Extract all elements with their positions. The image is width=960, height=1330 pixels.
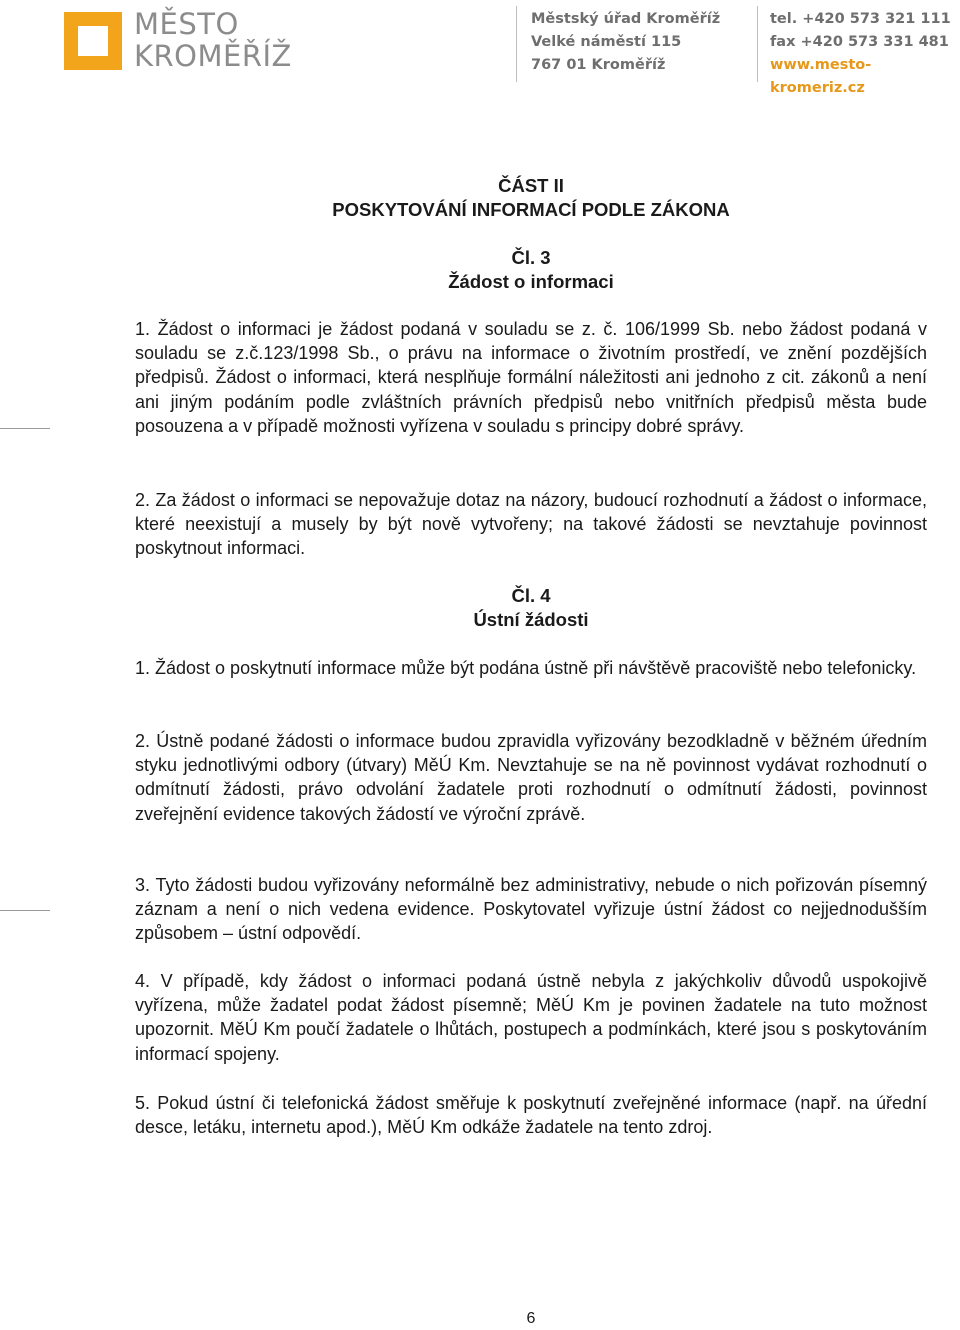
article-4-paragraph-5: 5. Pokud ústní či telefonická žádost směřuje k poskytnutí zveřejněné informace (např. na úřední desce, letáku, internetu apod.), MěÚ Km odkáže žadatele na tento zdroj. — [135, 1093, 927, 1138]
page-number: 6 — [526, 1310, 536, 1327]
header-divider — [757, 6, 758, 82]
logo-line2: KROMĚŘÍŽ — [134, 39, 292, 73]
article-3-number: Čl. 3 — [511, 247, 551, 268]
margin-fold-mark — [0, 910, 50, 911]
office-postal-city: 767 01 Kroměříž — [531, 57, 666, 73]
article-4-paragraph-2: 2. Ústně podané žádosti o informace budou zpravidla vyřizovány bezodkladně v běžném úředním styku jednotlivými odbory (útvary) MěÚ Km. Nevztahuje se na ně povinnost vydávat rozhodnutí o odmítnutí žádosti, právo odvolání žadatele proti rozhodnutí o odmítnutí žádosti, povinnost zveřejnění evidence takových žádostí ve výroční zprávě. — [135, 731, 927, 824]
office-address — [531, 8, 720, 77]
letterhead — [0, 0, 960, 96]
office-website-link[interactable]: www.mesto-kromeriz.cz — [770, 57, 872, 96]
header-divider — [516, 6, 517, 82]
article-3-paragraph-2: 2. Za žádost o informaci se nepovažuje dotaz na názory, budoucí rozhodnutí a žádost o informace, které neexistují a musely by být nově vytvořeny; na takové žádosti se nevztahuje povinnost poskytnout informaci. — [135, 490, 927, 559]
office-fax: fax +420 573 331 481 — [770, 34, 949, 50]
article-3-title: Žádost o informaci — [448, 271, 614, 292]
part-number: ČÁST II — [498, 175, 564, 196]
article-4-paragraph-4: 4. V případě, kdy žádost o informaci podaná ústně nebyla z jakýchkoliv důvodů uspokojivě vyřízena, může žadatel podat žádost písemně; MěÚ Km je povinen žadatele na tuto možnost upozornit. MěÚ Km poučí žadatele o lhůtách, postupech a podmínkách, které jsou s poskytováním informací spojeny. — [135, 971, 927, 1064]
article-3-paragraph-1: 1. Žádost o informaci je žádost podaná v souladu se z. č. 106/1999 Sb. nebo žádost podaná v souladu se z.č.123/1998 Sb., o právu na informace o životním prostředí, ve znění pozdějších předpisů. Žádost o informaci, která nesplňuje formální náležitosti ani jednoho z cit. zákonů a není ani jiným podáním podle zvláštních právních předpisů nebo vnitřních předpisů města bude posouzena a v případě možnosti vyřízena v souladu s principy dobré správy. — [135, 319, 927, 436]
office-contact — [770, 8, 960, 100]
logo-line1: MĚSTO — [134, 7, 239, 41]
article-4-paragraph-1: 1. Žádost o poskytnutí informace může být podána ústně při návštěvě pracoviště nebo telefonicky. — [135, 658, 917, 678]
part-title: POSKYTOVÁNÍ INFORMACÍ PODLE ZÁKONA — [332, 199, 730, 220]
office-phone: tel. +420 573 321 111 — [770, 11, 951, 27]
city-logo-icon — [64, 12, 122, 70]
office-street: Velké náměstí 115 — [531, 34, 682, 50]
office-name: Městský úřad Kroměříž — [531, 11, 721, 27]
margin-fold-mark — [0, 428, 50, 429]
article-4-number: Čl. 4 — [511, 585, 551, 606]
article-4-paragraph-3: 3. Tyto žádosti budou vyřizovány neformálně bez administrativy, nebude o nich pořizován písemný záznam a není o nich vedena evidence. Poskytovatel vyřizuje ústní žádost co nejjednodušším způsobem – ústní odpovědí. — [135, 875, 927, 944]
article-4-title: Ústní žádosti — [473, 609, 589, 630]
